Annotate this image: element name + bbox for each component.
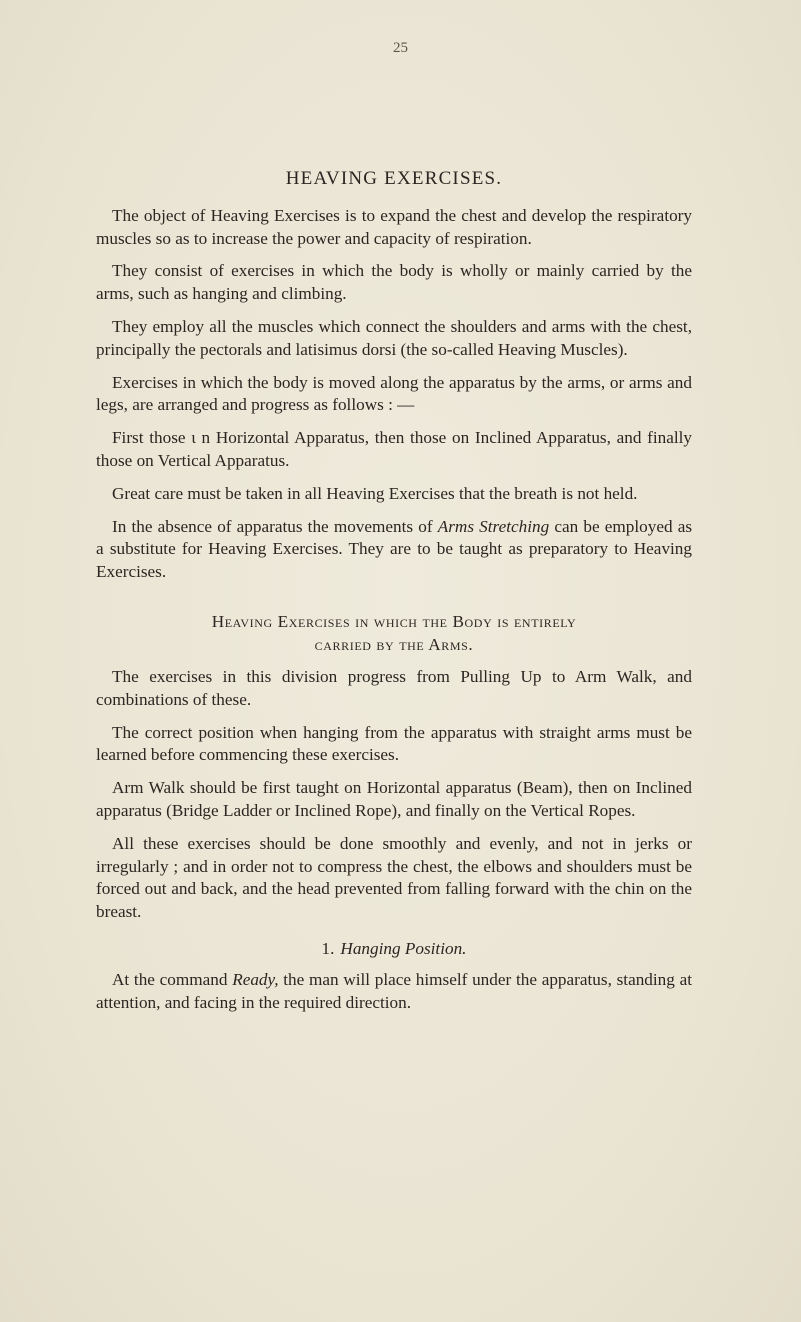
paragraph-intro-6: Great care must be taken in all Heaving Exercises that the breath is not held.	[112, 483, 638, 503]
paragraph-intro-1: The object of Heaving Exercises is to expand the chest and develop the respiratory muscles so as to increase the power and capacity of respiration.	[96, 205, 692, 248]
section-heading-line-2: carried by the Arms.	[314, 634, 474, 654]
page-number: 25	[393, 40, 408, 56]
sub-heading	[96, 938, 692, 961]
arms-paragraph-before: In the absence of apparatus the movements of	[112, 516, 438, 536]
paragraph-section-2: The correct position when hanging from the apparatus with straight arms must be learned before commencing these exercises.	[96, 722, 692, 765]
arms-stretching-italic: Arms Stretching	[437, 516, 550, 536]
paragraph-arms-stretching	[96, 516, 692, 584]
paragraph-final	[96, 969, 692, 1015]
paragraph-section-3: Arm Walk should be first taught on Horizontal apparatus (Beam), then on Inclined apparatus (Bridge Ladder or Inclined Rope), and finally on the Vertical Ropes.	[96, 778, 692, 820]
page-content	[96, 168, 692, 1024]
final-paragraph-after: the man will place himself under the apparatus, standing at attention, and facing in the required direction.	[96, 969, 692, 1012]
paragraph-intro-5: First those ι n Horizontal Apparatus, then those on Inclined Apparatus, and finally those on Vertical Apparatus.	[96, 428, 692, 470]
section-heading-line-1: Heaving Exercises in which the Body is entirely	[211, 611, 577, 631]
sub-heading-number: 1.	[321, 938, 335, 958]
final-paragraph-before: At the command	[112, 969, 233, 989]
ready-command-italic: Ready,	[232, 969, 279, 989]
paragraph-intro-3: They employ all the muscles which connect the shoulders and arms with the chest, principally the pectorals and latisimus dorsi (the so-called Heaving Muscles).	[96, 316, 692, 359]
arms-paragraph-after: can be employed as a substitute for Heaving Exercises. They are to be taught as preparatory to Heaving Exercises.	[96, 516, 693, 582]
paragraph-intro-2: They consist of exercises in which the body is wholly or mainly carried by the arms, such as hanging and climbing.	[96, 261, 692, 304]
paragraph-intro-4: Exercises in which the body is moved along the apparatus by the arms, or arms and legs, are arranged and progress as follows : —	[96, 372, 692, 415]
chapter-title: HEAVING EXERCISES.	[285, 168, 503, 189]
sub-heading-text: Hanging Position.	[340, 938, 467, 958]
paragraph-section-4: All these exercises should be done smoothly and evenly, and not in jerks or irregularly ; and in order not to compress the chest, the elbows and shoulders must be forced out and back, and the head prevented from falling forward with the chin on the breast.	[96, 833, 692, 922]
paragraph-section-1: The exercises in this division progress from Pulling Up to Arm Walk, and combinations of these.	[96, 666, 692, 709]
section-heading	[96, 610, 692, 656]
